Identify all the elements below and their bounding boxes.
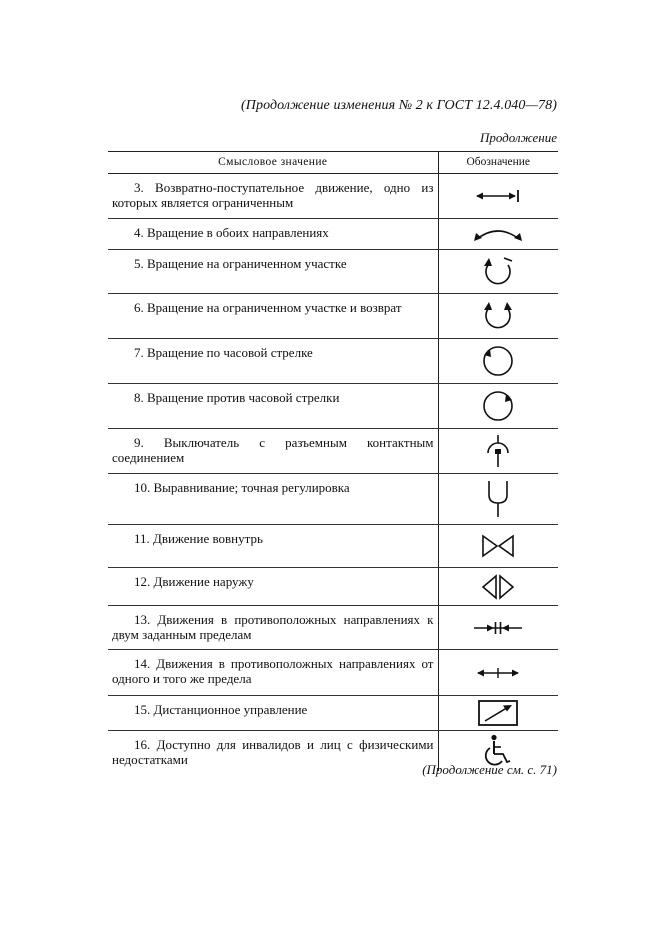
row-symbol — [438, 219, 558, 250]
table-row — [108, 606, 558, 650]
row-symbol — [438, 474, 558, 525]
row-description — [108, 174, 438, 219]
row-text: 4. Вращение в обоих направлениях — [134, 225, 329, 240]
continuation-label: Продолжение — [479, 130, 557, 145]
table-row — [108, 474, 558, 525]
row-description — [108, 429, 438, 474]
row-symbol — [438, 606, 558, 650]
row-text: 7. Вращение по часовой стрелке — [134, 345, 313, 360]
row-text: 16. Доступно для инвалидов и лиц с физическими недостатками — [112, 737, 434, 767]
row-text: 10. Выравнивание; точная регулировка — [134, 480, 350, 495]
column-header-symbol: Обозначение — [438, 152, 558, 174]
row-text: 5. Вращение на ограниченном участке — [134, 256, 347, 271]
row-text: 11. Движение вовнутрь — [134, 531, 263, 546]
row-symbol — [438, 429, 558, 474]
row-description — [108, 219, 438, 250]
row-symbol — [438, 696, 558, 731]
clockwise-rotation-icon — [478, 343, 518, 379]
row-description — [108, 474, 438, 525]
row-description — [108, 696, 438, 731]
rotation-both-directions-icon — [471, 225, 525, 243]
table-row — [108, 339, 558, 384]
table-row — [108, 525, 558, 568]
row-description — [108, 731, 438, 771]
row-text: 6. Вращение на ограниченном участке и возврат — [134, 300, 402, 315]
table-row — [108, 568, 558, 606]
row-symbol — [438, 339, 558, 384]
table-row — [108, 384, 558, 429]
table-row — [108, 650, 558, 696]
row-symbol — [438, 525, 558, 568]
row-text: 12. Движение наружу — [134, 574, 254, 589]
movement-outward-icon — [480, 574, 516, 600]
row-text: 9. Выключатель с разъемным контактным соединением — [112, 435, 434, 465]
row-text: 14. Движения в противоположных направлениях от одного и того же предела — [112, 656, 434, 686]
row-text: 8. Вращение против часовой стрелки — [134, 390, 340, 405]
table-row — [108, 250, 558, 294]
row-symbol — [438, 250, 558, 294]
opposite-movement-to-limits-icon — [472, 620, 524, 636]
row-description — [108, 568, 438, 606]
row-symbol — [438, 294, 558, 339]
row-symbol — [438, 650, 558, 696]
symbols-table — [108, 151, 558, 771]
movement-inward-icon — [480, 534, 516, 558]
table-row — [108, 429, 558, 474]
row-description — [108, 384, 438, 429]
table-row — [108, 696, 558, 731]
remote-control-icon — [477, 699, 519, 727]
row-symbol — [438, 384, 558, 429]
reciprocating-limited-arrow-icon — [473, 188, 523, 204]
table-header-row — [108, 152, 558, 174]
row-text: 3. Возвратно-поступательное движение, одно из которых является ограниченным — [112, 180, 434, 210]
row-description — [108, 339, 438, 384]
opposite-movement-from-limit-icon — [474, 665, 522, 681]
row-symbol — [438, 568, 558, 606]
table-row — [108, 174, 558, 219]
continuation-footer-note: (Продолжение см. с. 71) — [422, 762, 557, 777]
limited-rotation-return-icon — [478, 299, 518, 333]
row-description — [108, 606, 438, 650]
column-header-meaning: Смысловое значение — [108, 152, 438, 174]
table-row — [108, 219, 558, 250]
amendment-header-note: (Продолжение изменения № 2 к ГОСТ 12.4.040—78) — [241, 98, 557, 113]
row-description — [108, 250, 438, 294]
detachable-contact-switch-icon — [483, 434, 513, 468]
row-description — [108, 294, 438, 339]
row-symbol — [438, 174, 558, 219]
row-text: 13. Движения в противоположных направлениях к двум заданным пределам — [112, 612, 434, 642]
fine-adjustment-icon — [485, 479, 511, 519]
counterclockwise-rotation-icon — [478, 388, 518, 424]
row-description — [108, 525, 438, 568]
table-row — [108, 294, 558, 339]
row-description — [108, 650, 438, 696]
row-text: 15. Дистанционное управление — [134, 702, 308, 717]
limited-rotation-icon — [478, 255, 518, 289]
